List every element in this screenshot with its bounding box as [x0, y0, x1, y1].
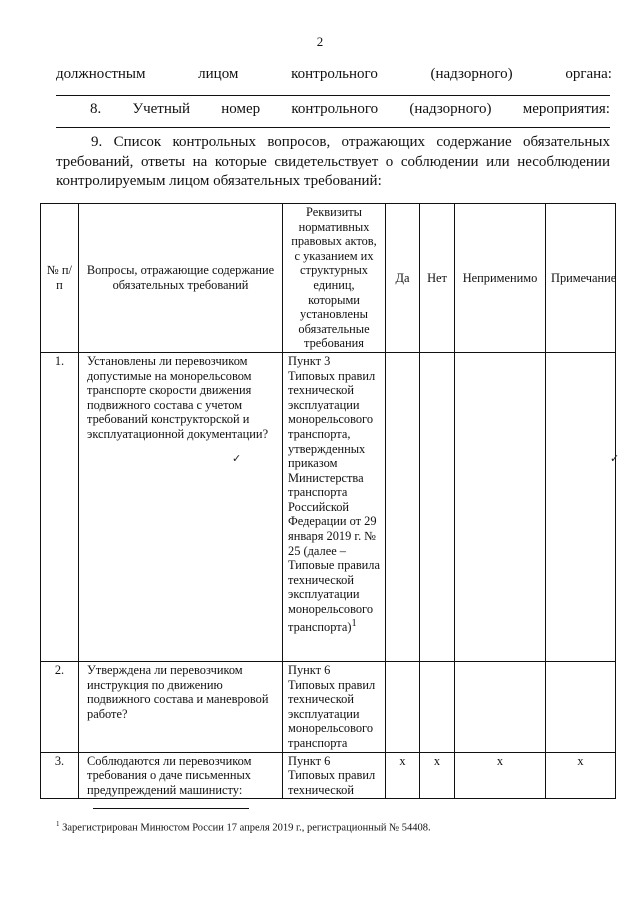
row-yes: x — [386, 752, 420, 799]
header-question: Вопросы, отражающие содержание обязательных требований — [79, 204, 283, 353]
row-na: x — [455, 752, 546, 799]
requisites-text: Пункт 3 Типовых правил технической эксплуатации монорельсового транспорта, утвержденных приказом Министерства транспорта Российской Федерации от 29 января 2019 г. № 25 (далее – Типовые правила технической эксплуатации монорельсового транспорта) — [288, 353, 380, 634]
footnote — [56, 820, 616, 834]
header-word: органа: — [565, 66, 612, 82]
row-num: 2. — [41, 661, 79, 752]
item8-word: контрольного — [291, 101, 379, 117]
page-number: 2 — [316, 34, 324, 49]
fill-in-line — [56, 95, 610, 96]
table-header-row — [41, 204, 616, 353]
check-mark-icon: ✓ — [610, 453, 620, 465]
header-word: контрольного — [291, 66, 378, 82]
header-na: Неприменимо — [455, 204, 546, 353]
header-requisites: Реквизиты нормативных правовых актов, с указанием их структурных единиц, которыми установлены обязательные требования — [283, 204, 386, 353]
header-word: лицом — [198, 66, 239, 82]
item8-word: Учетный — [132, 101, 190, 117]
requirements-table — [40, 203, 616, 799]
table-row — [41, 661, 616, 752]
row-requisites: Пункт 6 Типовых правил технической эксплуатации монорельсового транспорта — [283, 661, 386, 752]
item8-word: мероприятия: — [522, 101, 610, 117]
header-word: должностным — [56, 66, 146, 82]
fill-in-line — [56, 127, 610, 128]
header-yes: Да — [386, 204, 420, 353]
item8-word: 8. — [90, 101, 102, 117]
row-note: x — [546, 752, 616, 799]
header-note: Примечание — [546, 204, 616, 353]
row-note — [546, 661, 616, 752]
item-9-paragraph: 9. Список контрольных вопросов, отражающих содержание обязательных требований, ответы на которые свидетельствует о соблюдении или несоблюдении контролируемым лицом обязательных требований: — [56, 134, 610, 189]
row-num: 1. — [41, 352, 79, 661]
row-question: Соблюдаются ли перевозчиком требования о даче письменных предупреждений машинисту: — [79, 752, 283, 799]
item8-word: (надзорного) — [409, 101, 492, 117]
header-line — [56, 66, 612, 83]
row-yes — [386, 661, 420, 752]
row-num: 3. — [41, 752, 79, 799]
row-na — [455, 661, 546, 752]
table-row — [41, 352, 616, 661]
header-no: Нет — [420, 204, 455, 353]
header-num: № п/п — [41, 204, 79, 353]
row-requisites: Пункт 6 Типовых правил технической — [283, 752, 386, 799]
footnote-marker: 1 — [56, 820, 60, 828]
check-mark-icon: ✓ — [232, 453, 242, 465]
row-no — [420, 661, 455, 752]
row-question: Установлены ли перевозчиком допустимые на монорельсовом транспорте скорости движения подвижного состава с учетом требований конструкторской и эксплуатационной документации? — [79, 352, 283, 661]
row-yes — [386, 352, 420, 661]
row-question: Утверждена ли перевозчиком инструкция по движению подвижного состава и маневровой работе? — [79, 661, 283, 752]
item-8-line — [90, 101, 610, 118]
table-row — [41, 752, 616, 799]
header-word: (надзорного) — [430, 66, 513, 82]
row-note — [546, 352, 616, 661]
footnote-separator — [93, 808, 249, 809]
row-na — [455, 352, 546, 661]
row-requisites — [283, 352, 386, 661]
footnote-ref: 1 — [351, 617, 357, 629]
row-no — [420, 352, 455, 661]
item8-word: номер — [221, 101, 261, 117]
row-no: x — [420, 752, 455, 799]
footnote-text: Зарегистрирован Минюстом России 17 апреля 2019 г., регистрационный № 54408. — [62, 822, 431, 834]
